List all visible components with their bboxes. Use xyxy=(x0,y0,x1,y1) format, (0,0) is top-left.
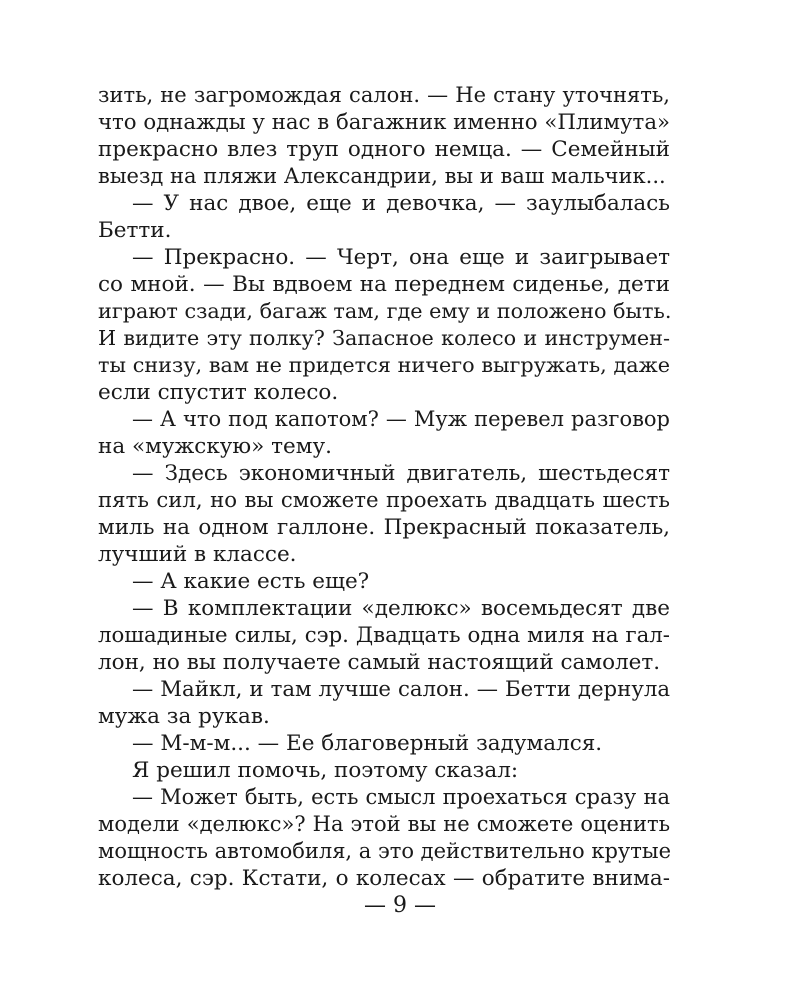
text-line: модели «делюкс»? На этой вы не сможете оценить xyxy=(98,812,670,836)
text-line: лошадиные силы, сэр. Двадцать одна миля на гал- xyxy=(98,623,670,648)
text-line: — А что под капотом? — Муж перевел разговор xyxy=(132,407,670,431)
text-line: — Прекрасно. — Черт, она еще и заигрывает xyxy=(132,245,670,270)
text-line: прекрасно влез труп одного немца. — Семейный xyxy=(98,137,670,162)
text-line: на «мужскую» тему. xyxy=(98,434,332,459)
text-line: — У нас двое, еще и девочка, — заулыбалась xyxy=(132,191,670,216)
text-line: ты снизу, вам не придется ничего выгружать, даже xyxy=(98,353,670,377)
text-line: — Может быть, есть смысл проехаться сразу на xyxy=(132,785,670,809)
text-line: — М-м-м... — Ее благоверный задумался. xyxy=(132,731,603,756)
text-line: выезд на пляжи Александрии, вы и ваш мальчик... xyxy=(98,164,666,188)
text-line: если спустит колесо. xyxy=(98,380,339,405)
text-line: — Майкл, и там лучше салон. — Бетти дернула xyxy=(132,677,670,702)
text-line: И видите эту полку? Запасное колесо и инструмен- xyxy=(98,326,670,350)
text-line: лучший в классе. xyxy=(98,542,297,567)
text-line: мужа за рукав. xyxy=(98,704,270,729)
text-line: лон, но вы получаете самый настоящий самолет. xyxy=(98,650,661,675)
text-line: миль на одном галлоне. Прекрасный показатель, xyxy=(98,515,670,540)
text-line: со мной. — Вы вдвоем на переднем сиденье, дети xyxy=(98,272,670,297)
text-line: Бетти. xyxy=(98,218,172,243)
text-line: — А какие есть еще? xyxy=(132,569,370,594)
page-number: — 9 — xyxy=(364,893,436,918)
text-line: зить, не загромождая салон. — Не стану уточнять, xyxy=(98,83,670,107)
page-body xyxy=(98,82,670,892)
text-line: играют сзади, багаж там, где ему и положено быть. xyxy=(98,299,672,323)
text-line: что однажды у нас в багажник именно «Плимута» xyxy=(98,110,670,135)
text-line: пять сил, но вы сможете проехать двадцать шесть xyxy=(98,488,670,513)
text-line: Я решил помочь, поэтому сказал: xyxy=(132,758,519,783)
text-line: — В комплектации «делюкс» восемьдесят две xyxy=(132,596,670,621)
text-line: мощность автомобиля, а это действительно крутые xyxy=(98,839,672,863)
text-line: колеса, сэр. Кстати, о колесах — обратите внима- xyxy=(98,866,670,891)
text-line: — Здесь экономичный двигатель, шестьдесят xyxy=(132,461,670,486)
